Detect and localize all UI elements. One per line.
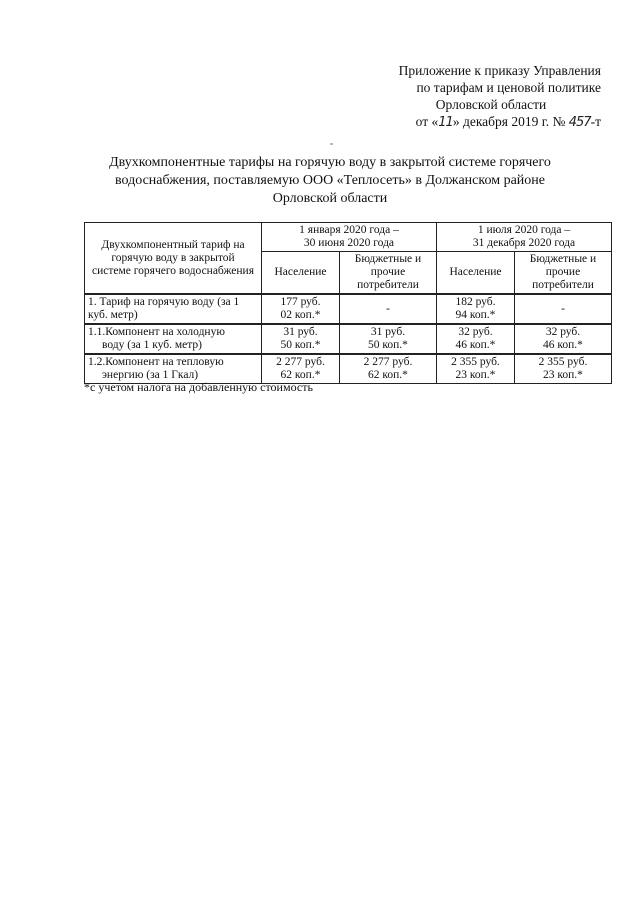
header-tariff-name: Двухкомпонентный тариф на горячую воду в закрытой системе горячего водоснабжения <box>85 223 262 295</box>
appendix-line-1: Приложение к приказу Управления <box>398 63 601 78</box>
appendix-line-2: по тарифам и ценовой политике <box>416 80 601 95</box>
tariff-table <box>84 222 612 384</box>
subheader-population-2: Население <box>436 252 514 295</box>
cell-p2-budget: 32 руб. 46 коп.* <box>514 324 611 354</box>
title-line-1: Двухкомпонентные тарифы на горячую воду в закрытой системе горячего <box>109 155 551 170</box>
header-period-2: 1 июля 2020 года – 31 декабря 2020 года <box>436 223 611 252</box>
cell-p1-budget: - <box>339 294 436 324</box>
cell-p2-population: 32 руб. 46 коп.* <box>436 324 514 354</box>
table-row <box>85 294 612 324</box>
row-name: 1.1.Компонент на холодную воду (за 1 куб. метр) <box>85 324 262 354</box>
row-name: 1. Тариф на горячую воду (за 1 куб. метр) <box>85 294 262 324</box>
cell-p2-population: 182 руб. 94 коп.* <box>436 294 514 324</box>
order-date-line <box>341 113 601 131</box>
cell-p1-population: 2 277 руб. 62 коп.* <box>262 354 340 384</box>
order-suffix: -т <box>590 114 601 129</box>
subheader-budget-1: Бюджетные и прочие потребители <box>339 252 436 295</box>
cell-p2-budget: - <box>514 294 611 324</box>
appendix-header <box>341 62 601 131</box>
cell-p2-budget: 2 355 руб. 23 коп.* <box>514 354 611 384</box>
table-row <box>85 324 612 354</box>
header-period-1: 1 января 2020 года – 30 июня 2020 года <box>262 223 437 252</box>
cell-p1-budget: 31 руб. 50 коп.* <box>339 324 436 354</box>
handwritten-order-number: 457 <box>568 115 591 130</box>
appendix-line-3: Орловской области <box>435 97 547 112</box>
title-line-3: Орловской области <box>272 191 388 206</box>
date-prefix: от « <box>415 114 439 129</box>
vat-footnote: *с учетом налога на добавленную стоимость <box>84 380 313 394</box>
cell-p1-population: 177 руб. 02 коп.* <box>262 294 340 324</box>
scan-speck <box>330 143 333 145</box>
title-line-2: водоснабжения, поставляемую ООО «Теплосеть» в Должанском районе <box>115 173 545 188</box>
cell-p1-population: 31 руб. 50 коп.* <box>262 324 340 354</box>
row-name: 1.2.Компонент на тепловую энергию (за 1 Гкал) <box>85 354 262 384</box>
document-title <box>90 154 570 208</box>
subheader-budget-2: Бюджетные и прочие потребители <box>514 252 611 295</box>
handwritten-day: 11 <box>438 115 453 130</box>
cell-p1-budget: 2 277 руб. 62 коп.* <box>339 354 436 384</box>
subheader-population-1: Население <box>262 252 340 295</box>
cell-p2-population: 2 355 руб. 23 коп.* <box>436 354 514 384</box>
date-suffix: » декабря 2019 г. № <box>452 114 566 129</box>
table-header-row <box>85 223 612 252</box>
